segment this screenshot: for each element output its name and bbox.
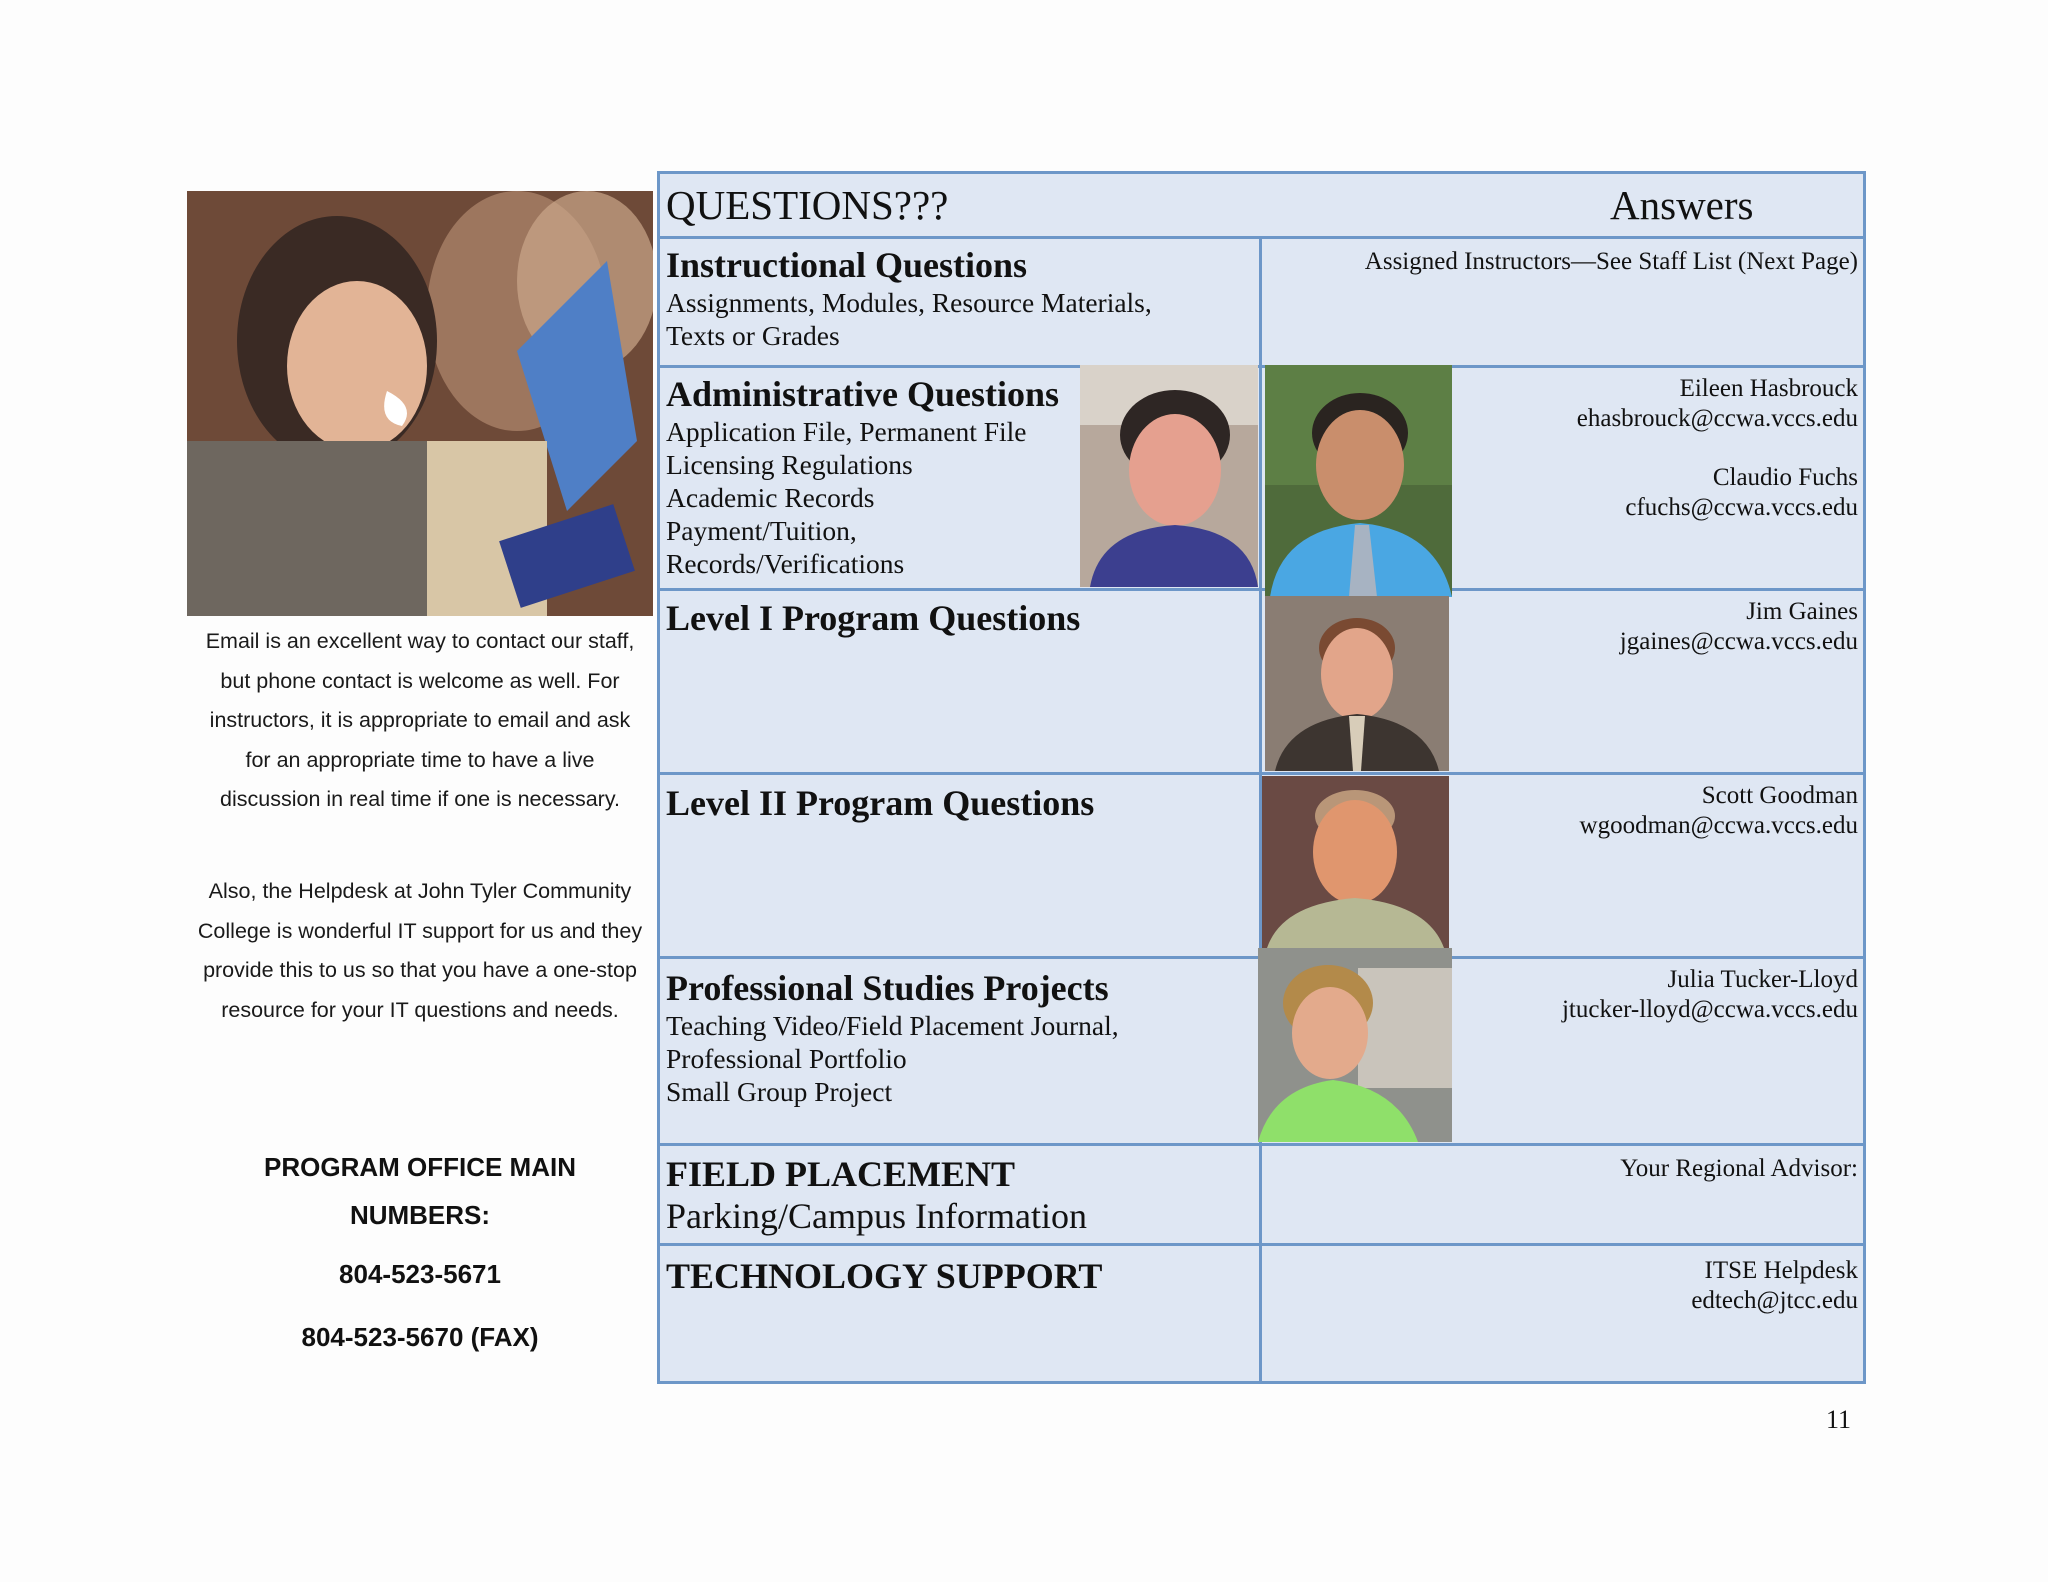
- answers-header: Answers: [1610, 182, 1754, 228]
- question-title: TECHNOLOGY SUPPORT: [666, 1256, 1103, 1296]
- question-title: Instructional Questions: [666, 245, 1028, 285]
- staff-photo-jim-gaines: [1265, 596, 1449, 771]
- question-row: [666, 1255, 1102, 1297]
- answer-cell: [1691, 1256, 1858, 1316]
- answer-cell: [1620, 597, 1858, 657]
- contact-email[interactable]: ehasbrouck@ccwa.vccs.edu: [1576, 405, 1858, 432]
- question-row: [666, 1153, 1087, 1237]
- question-row: [666, 373, 1059, 580]
- staff-photo-scott-goodman: [1262, 776, 1449, 948]
- contact-advice-paragraph: Email is an excellent way to contact our staff, but phone contact is welcome as well. For instructors, it is appropriate to email and ask for an appropriate time to have a live discussion in real time if one is necessary.: [205, 629, 635, 811]
- question-detail: Academic Records: [666, 482, 875, 513]
- question-row: [666, 782, 1094, 824]
- staff-photo-julia-tucker-lloyd: [1258, 948, 1452, 1142]
- contact-name: ITSE Helpdesk: [1704, 1257, 1858, 1284]
- question-detail: Assignments, Modules, Resource Materials,: [666, 287, 1152, 318]
- contact-email[interactable]: wgoodman@ccwa.vccs.edu: [1579, 812, 1858, 839]
- answer-cell: [1580, 781, 1858, 841]
- question-detail: Small Group Project: [666, 1076, 893, 1107]
- hero-photo-illustration: [187, 191, 653, 616]
- question-row: [666, 967, 1119, 1108]
- hero-photo-laughing-students: [187, 191, 653, 616]
- contact-name: Eileen Hasbrouck: [1679, 375, 1858, 402]
- question-detail: Parking/Campus Information: [666, 1196, 1087, 1236]
- question-title: Level I Program Questions: [666, 598, 1081, 638]
- contact-name: Claudio Fuchs: [1712, 464, 1858, 491]
- program-office-phone[interactable]: 804-523-5671: [339, 1259, 501, 1289]
- question-detail: Teaching Video/Field Placement Journal,: [666, 1010, 1119, 1041]
- questions-header: QUESTIONS???: [666, 182, 949, 228]
- question-detail: Records/Verifications: [666, 548, 905, 579]
- portrait-illustration: [1265, 365, 1452, 597]
- contact-email[interactable]: edtech@jtcc.edu: [1691, 1287, 1858, 1314]
- question-detail: Payment/Tuition,: [666, 515, 857, 546]
- question-title: Professional Studies Projects: [666, 968, 1109, 1008]
- question-row: [666, 244, 1152, 352]
- question-detail: Texts or Grades: [666, 320, 840, 351]
- question-title: Administrative Questions: [666, 374, 1060, 414]
- answer-cell: [1620, 1154, 1858, 1184]
- question-title: FIELD PLACEMENT: [666, 1154, 1016, 1194]
- question-title: Level II Program Questions: [666, 783, 1095, 823]
- answer-text: Assigned Instructors—See Staff List (Next Page): [1364, 248, 1858, 275]
- program-office-heading: PROGRAM OFFICE MAIN NUMBERS:: [264, 1152, 576, 1230]
- answer-cell: [1577, 374, 1858, 523]
- staff-photo-eileen-hasbrouck: [1080, 365, 1258, 587]
- portrait-illustration: [1262, 776, 1449, 948]
- helpdesk-paragraph: Also, the Helpdesk at John Tyler Community College is wonderful IT support for us and they provide this to us so that you have a one-stop resource for your IT questions and needs.: [197, 879, 643, 1022]
- answer-cell: [1365, 247, 1858, 277]
- contact-email[interactable]: jgaines@ccwa.vccs.edu: [1619, 628, 1858, 655]
- page-number: 11: [1826, 1405, 1852, 1434]
- contact-name: Scott Goodman: [1701, 782, 1858, 809]
- answer-text: Your Regional Advisor:: [1620, 1155, 1858, 1182]
- staff-photo-claudio-fuchs: [1265, 365, 1452, 597]
- question-row: [666, 597, 1080, 639]
- contact-email[interactable]: cfuchs@ccwa.vccs.edu: [1625, 494, 1858, 521]
- contact-email[interactable]: jtucker-lloyd@ccwa.vccs.edu: [1561, 996, 1858, 1023]
- question-detail: Licensing Regulations: [666, 449, 913, 480]
- portrait-illustration: [1258, 948, 1452, 1142]
- question-detail: Professional Portfolio: [666, 1043, 907, 1074]
- question-detail: Application File, Permanent File: [666, 416, 1027, 447]
- contact-name: Jim Gaines: [1746, 598, 1858, 625]
- portrait-illustration: [1265, 596, 1449, 771]
- program-office-fax: 804-523-5670 (FAX): [301, 1322, 539, 1352]
- contact-name: Julia Tucker-Lloyd: [1667, 966, 1858, 993]
- portrait-illustration: [1080, 365, 1258, 587]
- answer-cell: [1562, 965, 1858, 1025]
